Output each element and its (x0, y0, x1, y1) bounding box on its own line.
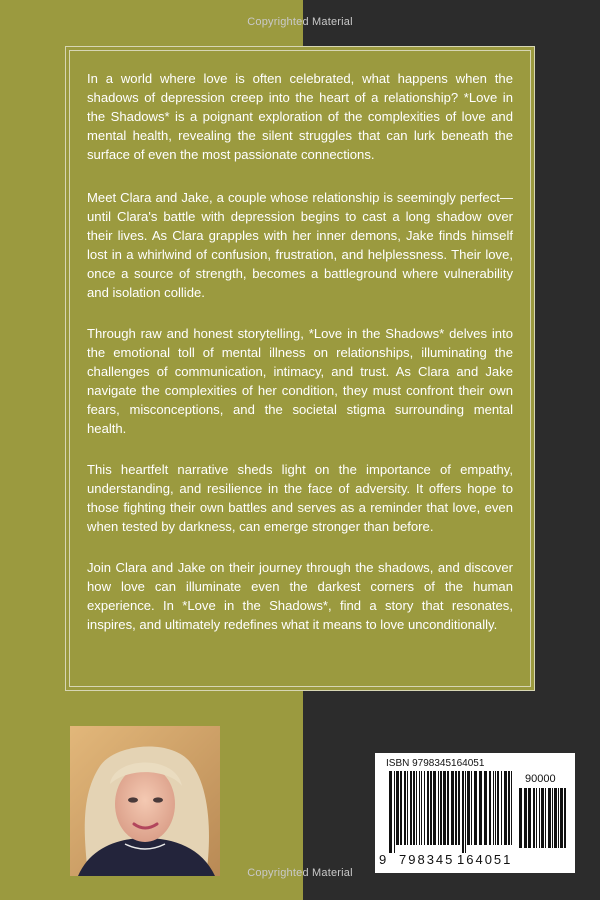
barcode-bar (479, 771, 482, 845)
barcode-bar (404, 771, 406, 845)
barcode-bar (447, 771, 449, 845)
blurb-text (87, 69, 513, 658)
barcode-bar (424, 771, 425, 845)
barcode-bar (511, 771, 512, 845)
barcode-bar (495, 771, 496, 845)
barcode-bar (410, 771, 412, 845)
barcode-bar (533, 788, 535, 848)
barcode-bar (471, 771, 472, 845)
barcode-bar (508, 771, 510, 845)
copyright-watermark-bottom: Copyrighted Material (247, 867, 353, 879)
barcode-bar (558, 788, 559, 848)
barcode-bar (493, 771, 494, 845)
isbn-digits (375, 852, 575, 868)
barcode-bar (474, 771, 477, 845)
barcode-bar (416, 771, 417, 845)
barcode-bar (400, 771, 402, 845)
barcode-bar (536, 788, 537, 848)
barcode-bar (501, 771, 502, 845)
barcode-bar (541, 788, 544, 848)
barcode-bar (539, 788, 540, 848)
blurb-paragraph-5: Join Clara and Jake on their journey through the shadows, and discover how love can illuminate even the darkest corners of the human experience. In *Love in the Shadows*, find a story that resonates, inspires, and ultimately redefines what it means to love unconditionally. (87, 560, 513, 632)
barcode-bar (394, 771, 395, 853)
copyright-watermark-top: Copyrighted Material (247, 16, 353, 28)
barcode-bar (407, 771, 408, 845)
barcode-bar (465, 771, 466, 853)
isbn-label: ISBN 9798345164051 (386, 758, 485, 769)
barcode-bar (455, 771, 457, 845)
price-code: 90000 (525, 773, 556, 785)
barcode-bar (497, 771, 499, 845)
blurb-panel (69, 50, 531, 687)
barcode-bar (554, 788, 557, 848)
barcode-bar (438, 771, 439, 845)
barcode-bar (451, 771, 454, 845)
blurb-paragraph-1: In a world where love is often celebrated, what happens when the shadows of depression creep into the heart of a relationship? *Love in the Shadows* is a poignant exploration of the complexities of love and mental health, revealing the silent struggles that can lurk beneath the surface of even the most passionate connections. (87, 71, 513, 162)
blurb-paragraph-2: Meet Clara and Jake, a couple whose relationship is seemingly perfect—until Clara's battle with depression begins to cast a long shadow over their lives. As Clara grapples with her inner demons, Jake finds himself lost in a whirlwind of confusion, frustration, and helplessness. Their love, once a source of strength, becomes a battleground where vulnerability and isolation collide. (87, 190, 513, 300)
barcode-bar (421, 771, 422, 845)
barcode-bar (504, 771, 507, 845)
barcode-bar (458, 771, 460, 845)
isbn-barcode (375, 753, 575, 873)
barcode-bars-addon (519, 788, 567, 856)
barcode-bar (560, 788, 563, 848)
barcode-bars-main (389, 771, 514, 853)
barcode-bar (462, 771, 464, 853)
isbn-digit-lead: 9 (379, 852, 387, 867)
barcode-bar (389, 771, 392, 853)
isbn-digit-group-2: 164051 (457, 852, 513, 867)
author-portrait-image (70, 726, 220, 876)
barcode-bar (396, 771, 399, 845)
barcode-bar (427, 771, 429, 845)
barcode-bar (419, 771, 420, 845)
barcode-bar (545, 788, 546, 848)
barcode-bar (528, 788, 531, 848)
barcode-bar (430, 771, 432, 845)
author-photo (70, 726, 220, 876)
barcode-bar (524, 788, 527, 848)
blurb-paragraph-3: Through raw and honest storytelling, *Love in the Shadows* delves into the emotional toll of mental illness on relationships, illuminating the challenges of communication, intimacy, and trust. As Clara and Jake navigate the complexities of her condition, they must confront their own fears, misconceptions, and the societal stigma surrounding mental health. (87, 326, 513, 436)
barcode-bar (413, 771, 415, 845)
barcode-bar (433, 771, 436, 845)
barcode-bar (489, 771, 491, 845)
barcode-bar (564, 788, 566, 848)
barcode-bar (519, 788, 522, 848)
blurb-paragraph-4: This heartfelt narrative sheds light on the importance of empathy, understanding, and resilience in the face of adversity. It offers hope to those fighting their own battles and serves as a reminder that love, even when tested by darkness, can emerge stronger than before. (87, 462, 513, 534)
barcode-bar (443, 771, 446, 845)
barcode-bar (484, 771, 487, 845)
barcode-bar (440, 771, 442, 845)
isbn-digit-group-1: 798345 (399, 852, 455, 867)
barcode-bar (552, 788, 553, 848)
barcode-bar (548, 788, 551, 848)
barcode-bar (467, 771, 470, 845)
